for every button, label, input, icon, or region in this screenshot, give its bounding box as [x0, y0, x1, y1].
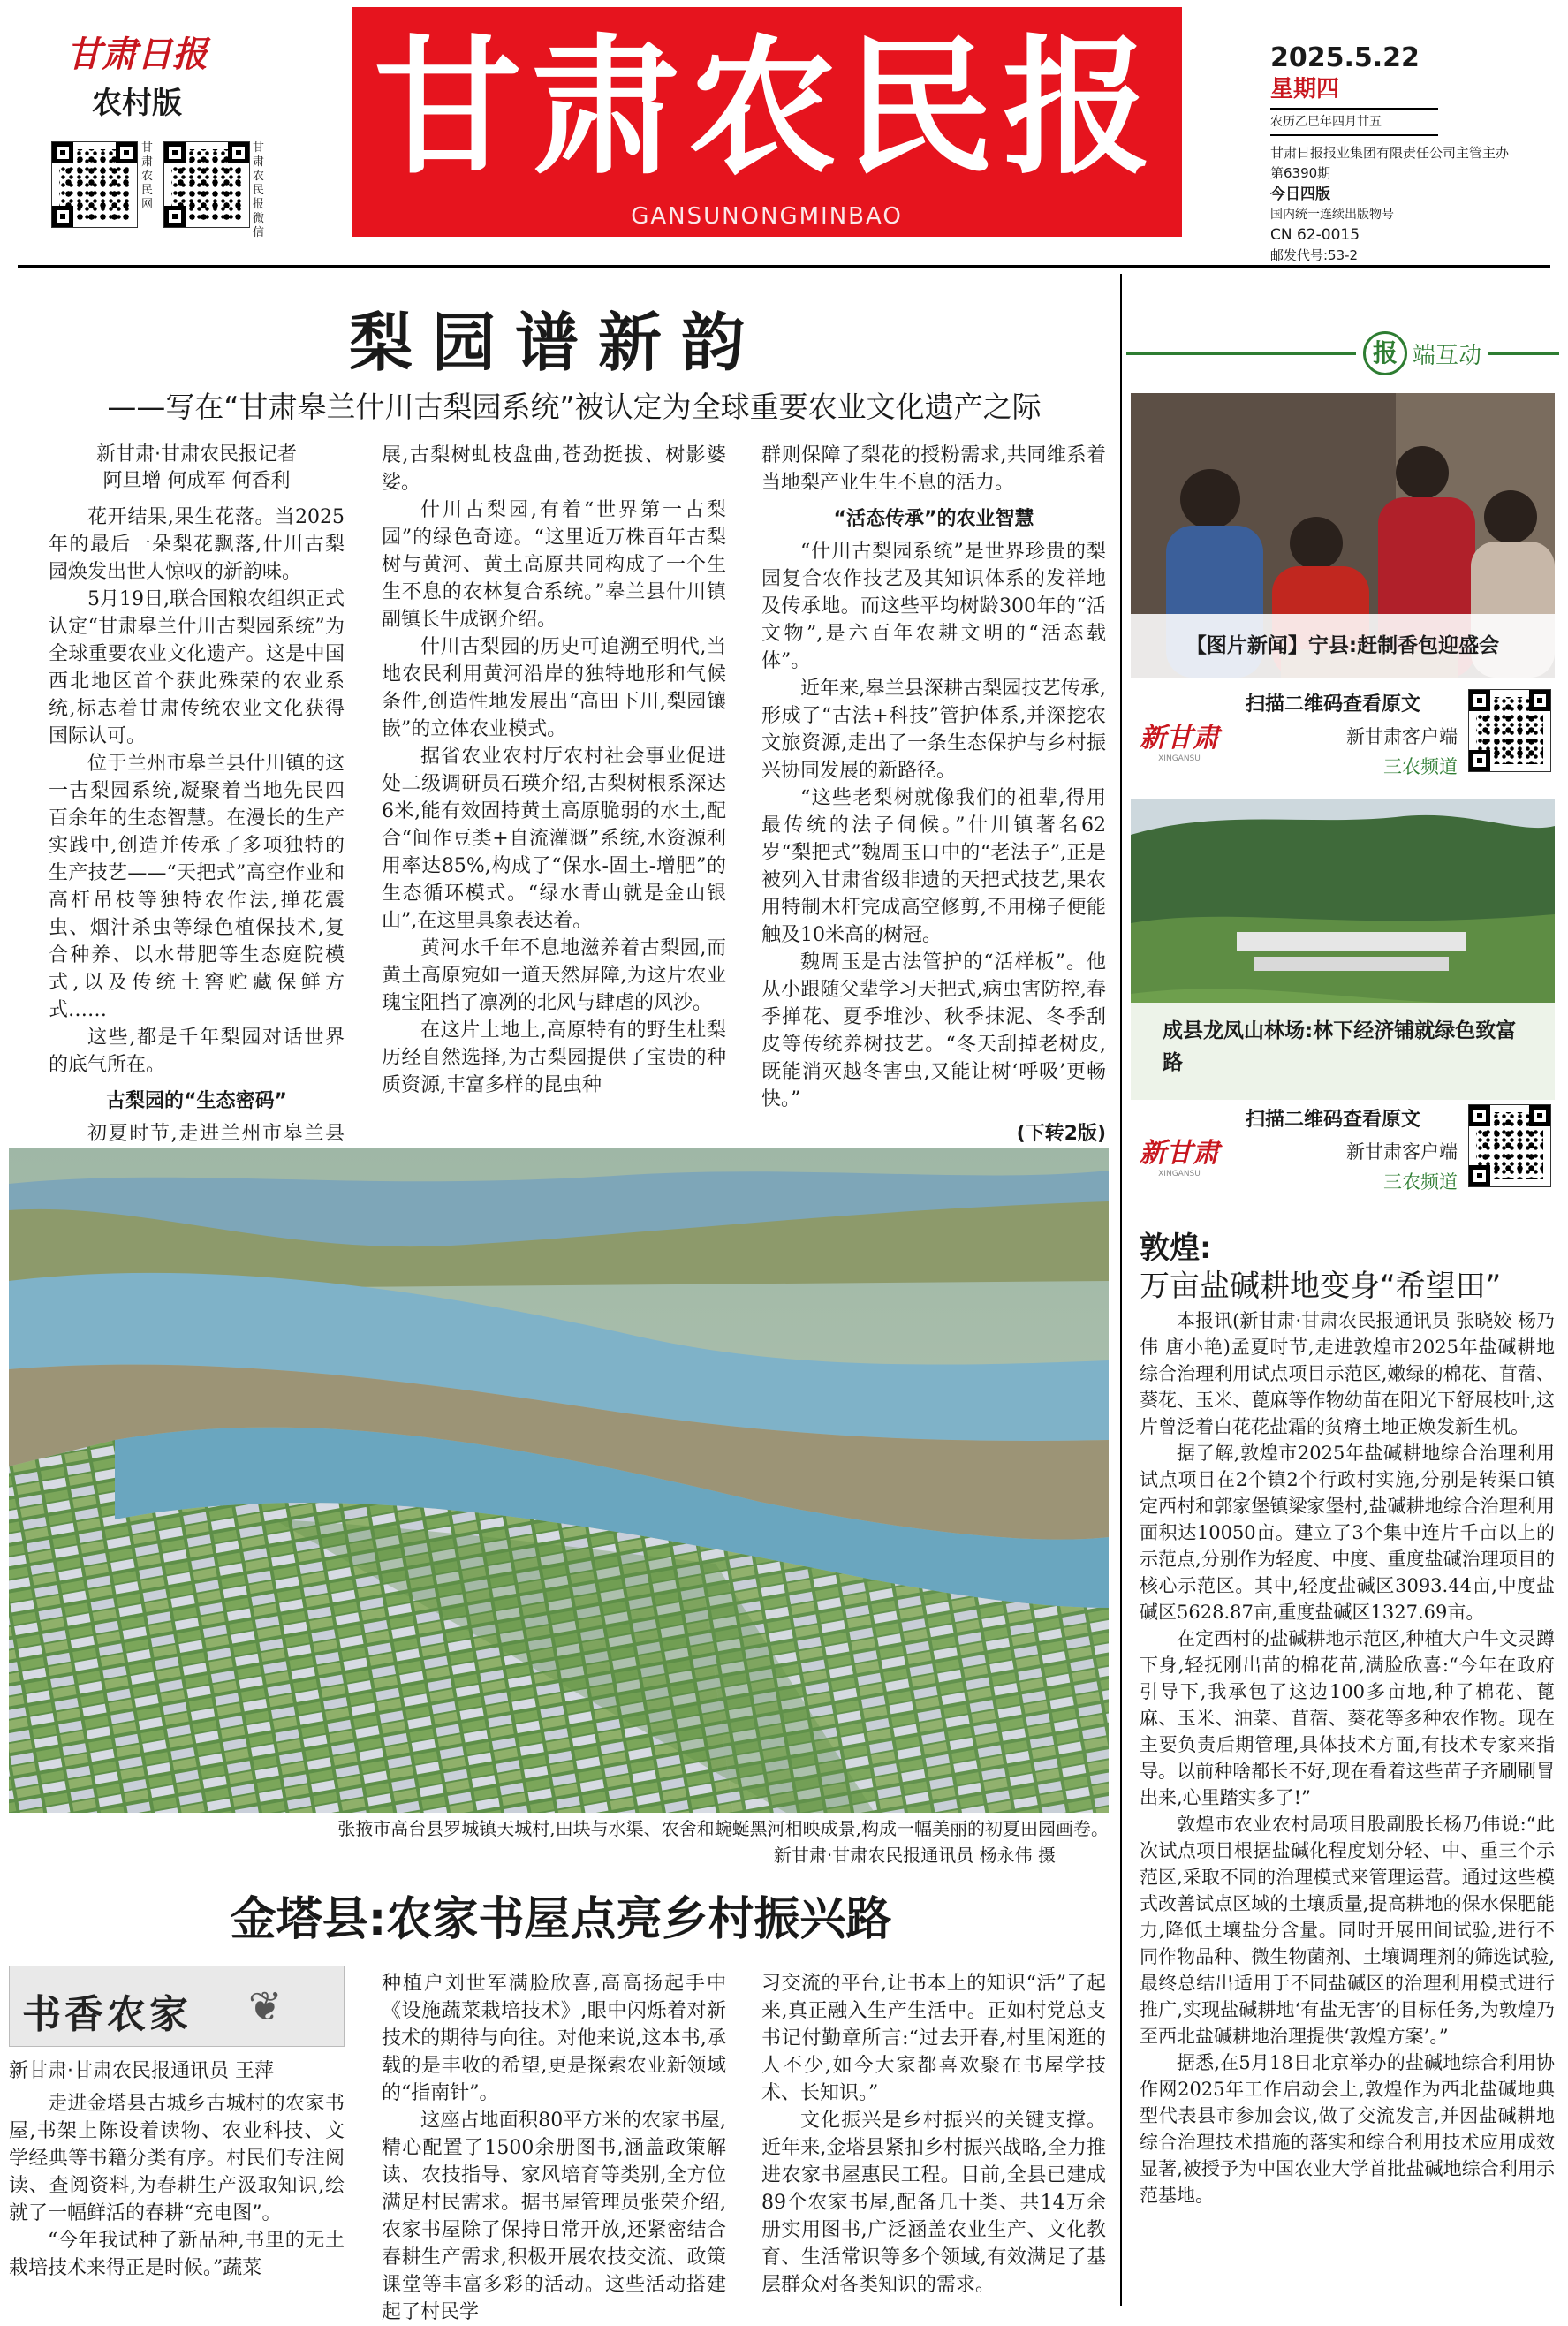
xingansu-logo-text: 新甘肃 [1140, 723, 1219, 754]
issue-date: 2025.5.22 [1270, 42, 1420, 73]
news1-channel: 三农频道 [1383, 756, 1458, 777]
lead-col-2 [382, 442, 726, 1099]
dunhuang-para: 据悉,在5月18日北京举办的盐碱地综合利用协作网2025年工作启动会上,敦煌作为西北盐碱地典型代表县市参加会议,做了交流发言,并因盐碱耕地综合治理技术措施的落实和综合利用技术应用成效显著,被授予为中国农业大学首批盐碱地综合利用示范基地。 [1140, 2052, 1555, 2206]
lead-col-1 [49, 442, 345, 1202]
dunhuang-headline: 万亩盐碱耕地变身“希望田” [1140, 1269, 1502, 1304]
dunhuang-para: 在定西村的盐碱耕地示范区,种植大户牛文灵蹲下身,轻抚刚出苗的棉花苗,满脸欣喜:“今年在政府引导下,我承包了这边100多亩地,种了棉花、蓖麻、玉米、油菜、苜蓿、葵花等多种农作物。现在主要负责后期管理,具体技术方面,有技术专家来指导。以前种啥都长不好,现在看着这些苗子齐刷刷冒出来,心里踏实多了!” [1140, 1628, 1555, 1808]
lead-subhead-2: “活态传承”的农业智慧 [833, 508, 1034, 530]
photo-caption: 张掖市高台县罗城镇天城村,田块与水渠、农舍和蜿蜒黑河相映成景,构成一幅美丽的初夏田园画卷。 [337, 1818, 1109, 1839]
lead-headline: 梨园谱新韵 [348, 305, 764, 380]
lead-para: 5月19日,联合国粮农组织正式认定“甘肃皋兰什川古梨园系统”为全球重要农业文化遗产。这是中国西北地区首个获此殊荣的农业系统,标志着甘肃传统农业文化获得国际认可。 [49, 588, 345, 747]
cn-label: 国内统一连续出版物号 [1270, 208, 1394, 222]
landscape-photo [9, 1148, 1109, 1813]
issue-number: 第6390期 [1270, 165, 1331, 181]
news2-caption[interactable]: 成县龙凤山林场:林下经济铺就绿色致富路 [1131, 1003, 1555, 1100]
book-icon: ❦ [248, 1982, 283, 2030]
dunhuang-body [1140, 1307, 1555, 2209]
lead-para: 花开结果,果生花落。当2025年的最后一朵梨花飘落,什川古梨园焕发出世人惊叹的新韵味。 [49, 506, 345, 583]
lead-para: 这些,都是千年梨园对话世界的底气所在。 [49, 1027, 345, 1076]
qr-code-website[interactable] [51, 141, 140, 230]
jinta-col-1 [9, 2058, 345, 2282]
qr1-caption: 甘肃农民网 [141, 141, 154, 211]
qr-code-wechat[interactable] [163, 141, 252, 230]
lead-para: 什川古梨园,有着“世界第一古梨园”的绿色奇迹。“这里近万株百年古梨树与黄河、黄土高原共同构成了一个生生不息的农林复合系统。”皋兰县什川镇副镇长牛成钢介绍。 [382, 499, 726, 631]
dunhuang-para: 据了解,敦煌市2025年盐碱耕地综合治理利用试点项目在2个镇2个行政村实施,分别是转渠口镇定西村和郭家堡镇梁家堡村,盐碱耕地综合治理利用面积达10050亩。建立了3个集中连片千亩以上的示范点,分别作为轻度、中度、重度盐碱治理项目的核心示范区。其中,轻度盐碱区3093.44亩,中度盐碱区5628.87亩,重度盐碱区1327.69亩。 [1140, 1443, 1555, 1623]
lead-para: 位于兰州市皋兰县什川镇的这一古梨园系统,凝聚着当地先民四百余年的生态智慧。在漫长的生产实践中,创造并传承了多项独特的生产技艺——“天把式”高空作业和高杆吊枝等独特农作法,掸花震虫、烟汁杀虫等绿色植保技术,复合种养、以水带肥等生态庭院模式,以及传统土窖贮藏保鲜方式…… [49, 753, 345, 1021]
news1-scan [1140, 689, 1555, 786]
publisher: 甘肃日报报业集团有限责任公司主管主办 [1270, 145, 1510, 161]
dunhuang-kicker: 敦煌: [1140, 1231, 1212, 1266]
lead-para: 群则保障了梨花的授粉需求,共同维系着当地梨产业生生不息的活力。 [761, 444, 1106, 494]
column-badge [9, 1966, 345, 2047]
news2-qr-code[interactable] [1468, 1104, 1551, 1187]
jinta-byline: 新甘肃·甘肃农民报通讯员 王萍 [9, 2060, 274, 2082]
sidebar-divider [1120, 274, 1122, 2306]
lunar-date: 农历乙巳年四月廿五 [1270, 115, 1382, 129]
lead-para: 初夏时节,走进兰州市皋兰县 [87, 1123, 345, 1145]
gansu-daily-logo: 甘肃日报 [66, 34, 208, 75]
left-logo [35, 27, 239, 122]
news1-caption[interactable]: 【图片新闻】宁县:赶制香包迎盛会 [1131, 614, 1555, 678]
news2-client: 新甘肃客户端 [1346, 1141, 1458, 1163]
interact-char: 报 [1363, 331, 1407, 375]
lead-subhead-1: 古梨园的“生态密码” [106, 1090, 287, 1112]
news1-qr-code[interactable] [1468, 689, 1551, 772]
lead-col-3 [761, 442, 1106, 1146]
news1-client: 新甘肃客户端 [1346, 726, 1458, 747]
lead-para: 近年来,皋兰县深耕古梨园技艺传承,形成了“古法+科技”管护体系,并深挖农文旅资源,走出了一条生态保护与乡村振兴协同发展的新路径。 [761, 678, 1106, 782]
page-count: 今日四版 [1270, 186, 1330, 203]
column-badge-text: 书香农家 [22, 1992, 192, 2037]
photo-credit: 新甘肃·甘肃农民报通讯员 杨永伟 摄 [773, 1845, 1056, 1866]
lead-para: “这些老梨树就像我们的祖辈,得用最传统的法子伺候。”什川镇著名62岁“梨把式”魏周玉口中的“老法子”,正是被列入甘肃省级非遗的天把式技艺,果农用特制木杆完成高空修剪,不用梯子便能触及10米高的树冠。 [761, 787, 1106, 946]
jinta-para: 习交流的平台,让书本上的知识“活”了起来,真正融入生产生活中。正如村党总支书记付勤章所言:“过去开春,村里闲逛的人不少,如今大家都喜欢聚在书屋学技术、长知识。” [761, 1973, 1106, 2104]
continued-note[interactable]: (下转2版) [1016, 1123, 1106, 1145]
interact-header [1126, 331, 1559, 375]
lead-para: “什川古梨园系统”是世界珍贵的梨园复合农作技艺及其知识体系的发祥地及传承地。而这些平均树龄300年的“活文物”,是六百年农耕文明的“活态载体”。 [761, 541, 1106, 672]
lead-para: 魏周玉是古法管护的“活样板”。他从小跟随父辈学习天把式,病虫害防控,春季掸花、夏季堆沙、秋季抹泥、冬季刮皮等传统养树技艺。“冬天刮掉老树皮,既能消灭越冬害虫,又能让树‘呼吸’更畅快。” [761, 951, 1106, 1110]
lead-byline-org: 新甘肃·甘肃农民报记者 [96, 443, 297, 466]
newspaper-pinyin: GANSUNONGMINBAO [631, 203, 903, 230]
lead-subtitle: ——写在“甘肃皋兰什川古梨园系统”被认定为全球重要农业文化遗产之际 [107, 390, 1042, 424]
jinta-para: 文化振兴是乡村振兴的关键支撑。近年来,金塔县紧扣乡村振兴战略,全力推进农家书屋惠民工程。目前,全县已建成89个农家书屋,配备几十类、共14万余册实用图书,广泛涵盖农业生产、文化教育、生活常识等多个领域,有效满足了基层群众对各类知识的需求。 [761, 2110, 1106, 2296]
xingansu-logo-text: 新甘肃 [1140, 1138, 1219, 1169]
lead-para: 在这片土地上,高原特有的野生杜梨历经自然选择,为古梨园提供了宝贵的种质资源,丰富多样的昆虫种 [382, 1019, 726, 1096]
jinta-para: 这座占地面积80平方米的农家书屋,精心配置了1500余册图书,涵盖政策解读、农技指导、家风培育等类别,全方位满足村民需求。据书屋管理员张荣介绍,农家书屋除了保持日常开放,还紧密结合春耕生产需求,积极开展农技交流、政策课堂等丰富多彩的活动。这些活动搭建起了村民学 [382, 2110, 726, 2323]
xingansu-logo-en: XINGANSU [1158, 754, 1201, 763]
lead-para: 展,古梨树虬枝盘曲,苍劲挺拔、树影婆娑。 [382, 444, 726, 494]
news2-channel: 三农频道 [1383, 1171, 1458, 1193]
news2-scan-text: 扫描二维码查看原文 [1246, 1109, 1421, 1131]
postal-code: 邮发代号:53-2 [1270, 247, 1359, 263]
newspaper-title: 甘肃农民报 [374, 19, 1160, 194]
lead-byline-names: 阿旦增 何成军 何香利 [102, 470, 291, 492]
jinta-col-3 [761, 1970, 1106, 2299]
jinta-col-2 [382, 1970, 726, 2326]
masthead-rule [18, 265, 1550, 268]
masthead-meta [1270, 42, 1562, 265]
dunhuang-para: 本报讯(新甘肃·甘肃农民报通讯员 张晓姣 杨乃伟 唐小艳)孟夏时节,走进敦煌市2025年盐碱耕地综合治理利用试点项目示范区,嫩绿的棉花、苜蓿、葵花、玉米、蓖麻等作物幼苗在阳光下舒展枝叶,这片曾泛着白花花盐霜的贫瘠土地正焕发新生机。 [1140, 1310, 1555, 1437]
jinta-para: 种植户刘世军满脸欣喜,高高扬起手中《设施蔬菜栽培技术》,眼中闪烁着对新技术的期待与向往。对他来说,这本书,承载的是丰收的希望,更是探索农业新领域的“指南针”。 [382, 1973, 726, 2104]
jinta-para: “今年我试种了新品种,书里的无土栽培技术来得正是时候。”蔬菜 [9, 2230, 345, 2279]
cn-number: CN 62-0015 [1270, 226, 1360, 244]
edition-label: 农村版 [92, 86, 182, 121]
lead-para: 据省农业农村厅农村社会事业促进处二级调研员石瑛介绍,古梨树根系深达6米,能有效固持黄土高原脆弱的水土,配合“间作豆类+自流灌溉”系统,水资源利用率达85%,构成了“保水-固土-增肥”的生态循环模式。“绿水青山就是金山银山”,在这里具象表达着。 [382, 746, 726, 932]
masthead-title-block [352, 7, 1182, 237]
jinta-para: 走进金塔县古城乡古城村的农家书屋,书架上陈设着读物、农业科技、文学经典等书籍分类有序。村民们专注阅读、查阅资料,为春耕生产汲取知识,绘就了一幅鲜活的春耕“充电图”。 [9, 2093, 345, 2224]
dunhuang-para: 敦煌市农业农村局项目股副股长杨乃伟说:“此次试点项目根据盐碱化程度划分轻、中、重三个示范区,采取不同的治理模式来管理运营。通过这些模式改善试点区域的土壤质量,提高耕地的保水保肥能力,降低土壤盐分含量。同时开展田间试验,进行不同作物品种、微生物菌剂、土壤调理剂的筛选试验,最终总结出适用于不同盐碱区的治理利用模式进行推广,实现盐碱耕地‘有盐无害’的目标任务,为敦煌乃至西北盐碱耕地治理提供‘敦煌方案’。” [1140, 1814, 1555, 2047]
lead-para: 黄河水千年不息地滋养着古梨园,而黄土高原宛如一道天然屏障,为这片农业瑰宝阻挡了凛冽的北风与肆虐的风沙。 [382, 937, 726, 1014]
xingansu-logo [1140, 716, 1219, 763]
weekday: 星期四 [1270, 76, 1340, 102]
xingansu-logo-en: XINGANSU [1158, 1170, 1201, 1178]
news2-scan [1140, 1104, 1555, 1201]
news1-scan-text: 扫描二维码查看原文 [1246, 693, 1421, 716]
interact-label: 端互动 [1413, 342, 1482, 369]
interact-badge [1356, 331, 1488, 375]
lead-para: 什川古梨园的历史可追溯至明代,当地农民利用黄河沿岸的独特地形和气候条件,创造性地发展出“高田下川,梨园镶嵌”的立体农业模式。 [382, 636, 726, 740]
jinta-headline: 金塔县:农家书屋点亮乡村振兴路 [230, 1893, 892, 1946]
xingansu-logo [1140, 1131, 1219, 1178]
qr2-caption: 甘肃农民报微信 [253, 141, 265, 239]
